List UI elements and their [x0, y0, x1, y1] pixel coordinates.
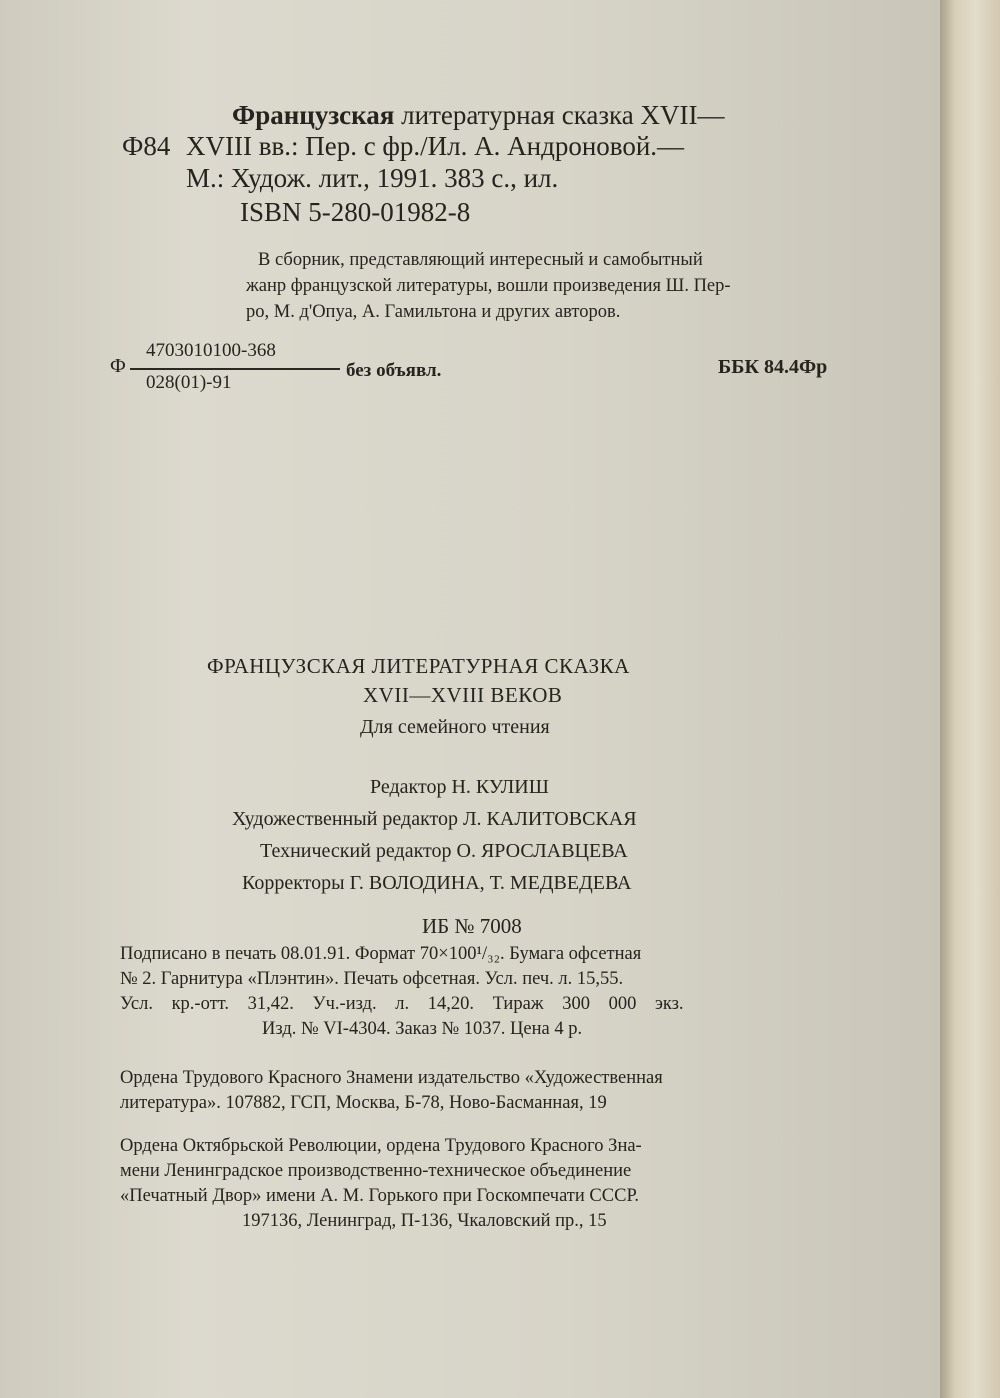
credit-proofreaders: Корректоры Г. ВОЛОДИНА, Т. МЕДВЕДЕВА — [242, 872, 632, 894]
annotation-line-1: В сборник, представляющий интересный и самобытный — [258, 250, 703, 270]
printer-line-1: Ордена Октябрьской Революции, ордена Трудового Красного Зна- — [120, 1136, 642, 1156]
print-info-line-1: Подписано в печать 08.01.91. Формат 70×100¹/₃₂. Бумага офсетная — [120, 944, 642, 964]
bbk-code: ББК 84.4Фр — [718, 356, 828, 378]
index-denominator: 028(01)-91 — [146, 372, 232, 393]
fraction-line — [130, 368, 340, 370]
print-info-line-4: Изд. № VI-4304. Заказ № 1037. Цена 4 р. — [262, 1019, 583, 1039]
colophon-subtitle: Для семейного чтения — [360, 716, 550, 738]
printer-line-2: мени Ленинградское производственно-техническое объединение — [120, 1161, 632, 1181]
ib-number: ИБ № 7008 — [422, 914, 522, 938]
catalog-line-2: XVIII вв.: Пер. с фр./Ил. А. Андроновой.— — [186, 131, 685, 161]
catalog-title-line: Французская литературная сказка XVII— — [232, 100, 725, 130]
print-info-line-3: Усл. кр.-отт. 31,42. Уч.-изд. л. 14,20. Тираж 300 000 экз. — [120, 994, 684, 1014]
index-numerator: 4703010100-368 — [146, 340, 276, 361]
publisher-line-2: литература». 107882, ГСП, Москва, Б-78, Ново-Басманная, 19 — [120, 1093, 607, 1113]
colophon-title-2: XVII—XVIII ВЕКОВ — [363, 683, 563, 707]
no-announcement: без объявл. — [346, 360, 442, 381]
catalog-line-3: М.: Худож. лит., 1991. 383 с., ил. — [186, 163, 559, 193]
isbn: ISBN 5-280-01982-8 — [240, 197, 471, 227]
annotation-line-3: ро, М. д'Опуа, А. Гамильтона и других авторов. — [246, 302, 621, 322]
printer-line-3: «Печатный Двор» имени А. М. Горького при Госкомпечати СССР. — [120, 1186, 640, 1206]
printer-line-4: 197136, Ленинград, П-136, Чкаловский пр., 15 — [242, 1211, 607, 1231]
print-info-line-2: № 2. Гарнитура «Плэнтин». Печать офсетная. Усл. печ. л. 15,55. — [120, 969, 624, 989]
annotation-line-2: жанр французской литературы, вошли произведения Ш. Пер- — [246, 276, 731, 296]
credit-tech-editor: Технический редактор О. ЯРОСЛАВЦЕВА — [260, 840, 628, 862]
call-number: Ф84 — [122, 131, 171, 161]
publisher-line-1: Ордена Трудового Красного Знамени издательство «Художественная — [120, 1068, 663, 1088]
credit-editor: Редактор Н. КУЛИШ — [370, 776, 549, 798]
page-edge — [940, 0, 1000, 1398]
colophon-title-1: ФРАНЦУЗСКАЯ ЛИТЕРАТУРНАЯ СКАЗКА — [207, 654, 630, 678]
index-letter: Ф — [110, 355, 126, 377]
credit-art-editor: Художественный редактор Л. КАЛИТОВСКАЯ — [232, 808, 637, 830]
